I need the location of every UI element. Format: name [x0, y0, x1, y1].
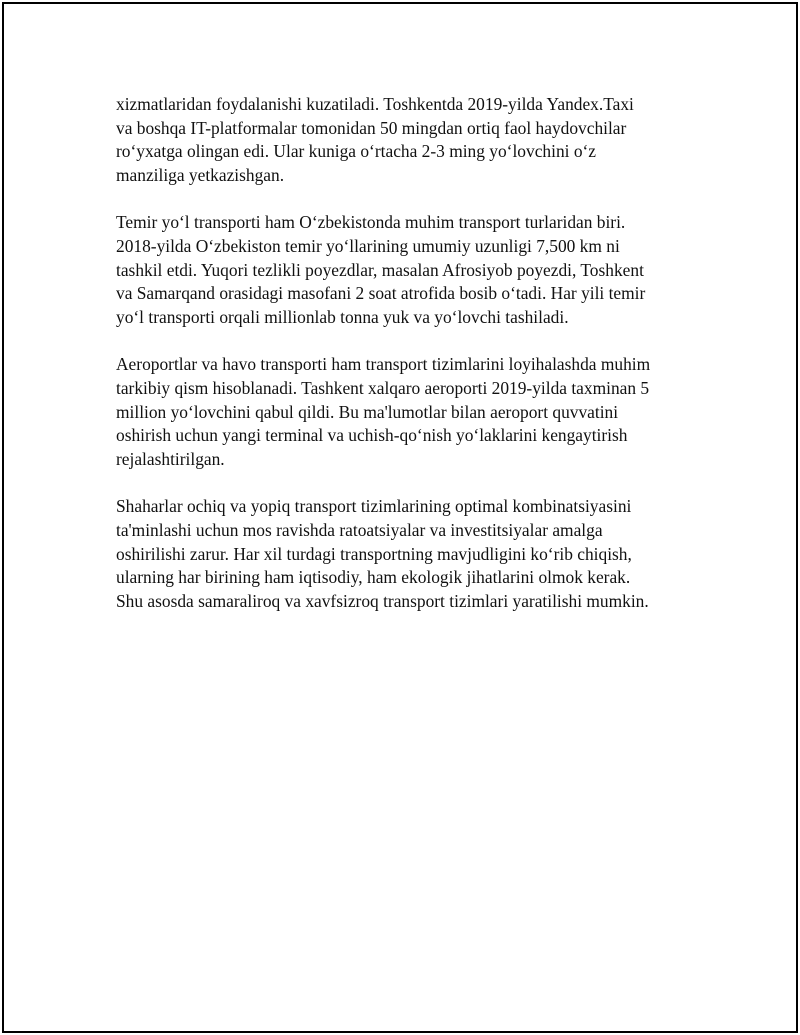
paragraph-transport-systems: Shaharlar ochiq va yopiq transport tizimlarining optimal kombinatsiyasini ta'minlashi uchun mos ravishda ratoatsiyalar va investitsiyalar amalga oshirilishi zarur. Har xil turdagi transportning mavjudligini ko‘rib chiqish, ularning har birining ham iqtisodiy, ham ekologik jihatlarini olmok kerak. Shu asosda samaraliroq va xavfsizroq transport tizimlari yaratilishi mumkin. [116, 496, 649, 611]
paragraph-ride-hailing: xizmatlaridan foydalanishi kuzatiladi. Toshkentda 2019-yilda Yandex.Taxi va boshqa IT-platformalar tomonidan 50 mingdan ortiq faol haydovchilar ro‘yxatga olingan edi. Ular kuniga o‘rtacha 2-3 ming yo‘lovchini o‘z manziliga yetkazishgan. [116, 94, 634, 185]
paragraph-air-transport: Aeroportlar va havo transporti ham transport tizimlarini loyihalashda muhim tarkibiy qism hisoblanadi. Tashkent xalqaro aeroporti 2019-yilda taxminan 5 million yo‘lovchini qabul qildi. Bu ma'lumotlar bilan aeroport quvvatini oshirish uchun yangi terminal va uchish-qo‘nish yo‘laklarini kengaytirish rejalashtirilgan. [116, 354, 651, 469]
document-body [116, 93, 696, 637]
paragraph-railway-transport: Temir yo‘l transporti ham O‘zbekistonda muhim transport turlaridan biri. 2018-yilda O‘zbekiston temir yo‘llarining umumiy uzunligi 7,500 km ni tashkil etdi. Yuqori tezlikli poyezdlar, masalan Afrosiyob poyezdi, Toshkent va Samarqand orasidagi masofani 2 soat atrofida bosib o‘tadi. Har yili temir yo‘l transporti orqali millionlab tonna yuk va yo‘lovchi tashiladi. [116, 212, 646, 327]
